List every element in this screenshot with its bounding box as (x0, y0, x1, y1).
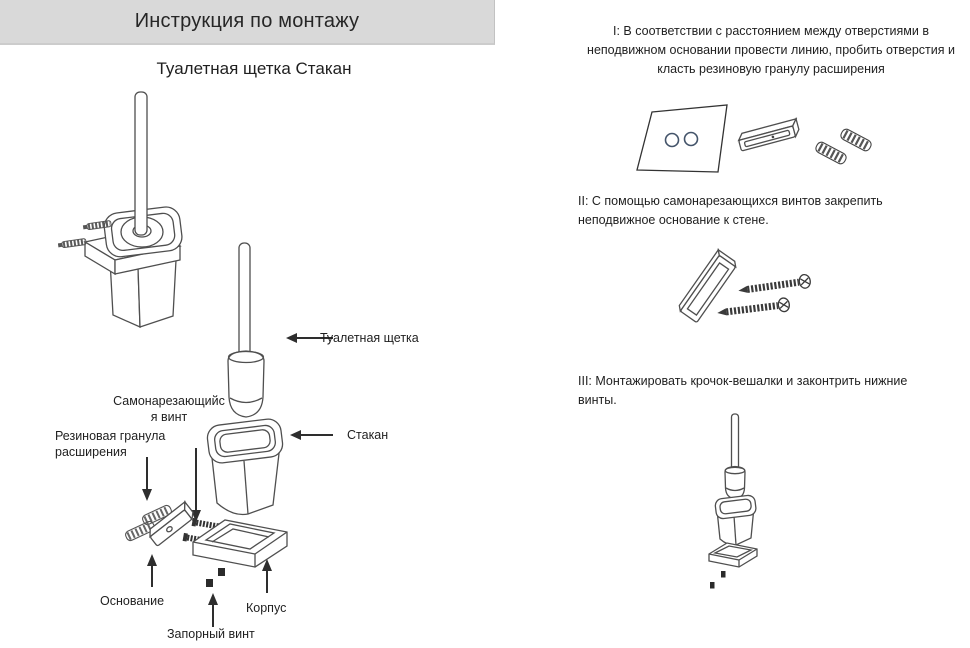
hole-mark (666, 134, 679, 147)
label-rubber-plug: Резиновая гранула расширения (55, 429, 166, 459)
label-cup: Стакан (347, 428, 389, 442)
page-title: Инструкция по монтажу (134, 10, 360, 32)
rubber-plug-drawing (839, 128, 872, 153)
cup-drawing (715, 495, 757, 545)
screw-drawing (58, 238, 86, 248)
screw-drawing (716, 297, 790, 319)
brush-handle-drawing (135, 92, 147, 235)
step-1-text: I: В соответствии с расстоянием между отверстиями в неподвижном основании провести линию, пробить отверстия и класть резиновую гранулу расширения (587, 24, 955, 76)
brush-handle-drawing (239, 243, 250, 361)
label-locking-screw: Запорный винт (167, 627, 255, 641)
corpus-tray-drawing (709, 543, 757, 567)
title-banner (0, 0, 495, 45)
base-bracket-drawing (737, 119, 800, 151)
arrow-from-base-label (147, 554, 157, 587)
step-2-illustration (666, 240, 836, 360)
label-body: Корпус (246, 601, 287, 615)
locking-screw-drawing (710, 582, 715, 589)
brush-head-drawing (228, 351, 264, 417)
arrow-from-plug-label (142, 457, 152, 501)
arrow-from-locking-screw-label (208, 593, 218, 627)
base-frame-drawing (677, 250, 738, 323)
product-subtitle: Туалетная щетка Стакан (156, 59, 352, 78)
locking-screw-drawing (206, 579, 213, 587)
arrow-to-cup-label (290, 430, 333, 440)
brush-handle-drawing (732, 414, 739, 470)
step-3-text: III: Монтажировать крочок-вешалки и законтрить нижние винты. (578, 374, 908, 407)
cup-drawing (206, 418, 284, 515)
step-3-illustration (693, 406, 788, 601)
locking-screw-drawing (218, 568, 225, 576)
step-2-text: II: С помощью самонарезающихся винтов закрепить неподвижное основание к стене. (578, 194, 883, 227)
brush-head-drawing (725, 467, 745, 499)
arrow-from-body-label (262, 559, 272, 593)
label-toilet-brush: Туалетная щетка (320, 331, 419, 345)
step-1-illustration (628, 96, 898, 188)
screw-drawing (737, 274, 811, 298)
hole-mark (685, 133, 698, 146)
rubber-plug-drawing (814, 141, 847, 166)
locking-screw-drawing (721, 571, 726, 578)
label-base: Основание (100, 594, 165, 608)
wall-plate-drawing (637, 105, 727, 172)
label-self-tapping-screw: Самонарезающийся винт (113, 394, 225, 424)
